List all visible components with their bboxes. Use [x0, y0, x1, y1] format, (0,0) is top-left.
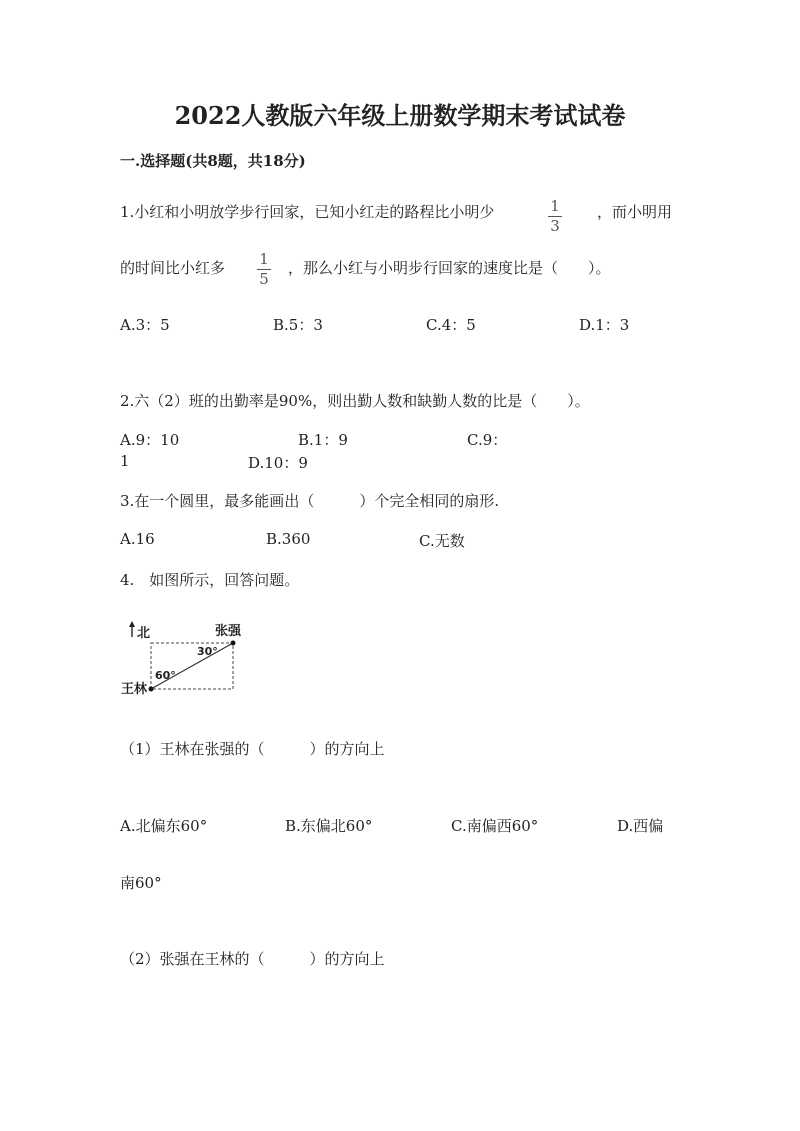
q3-option-b[interactable]: B.360 [266, 530, 311, 548]
q3-option-c[interactable]: C.无数 [419, 532, 465, 550]
q4-sub1-option-d[interactable]: D.西偏 [617, 817, 664, 835]
q2-option-c-continued: 1 [120, 452, 130, 470]
q1-line2-text: 的时间比小红多 [120, 259, 226, 277]
q4-sub1-option-d-continued: 南60° [120, 874, 162, 892]
q2-option-b[interactable]: B.1：9 [298, 431, 348, 449]
connecting-line [151, 643, 233, 689]
q2-option-a[interactable]: A.9：10 [120, 431, 180, 449]
q4-sub2-text: （2）张强在王林的（ ）的方向上 [120, 950, 385, 968]
north-label: 北 [137, 626, 151, 641]
q1-frac2-numerator: 1 [259, 250, 269, 268]
q2-option-c[interactable]: C.9： [467, 431, 508, 449]
zhangqiang-point [231, 641, 236, 646]
angle-30-label: 30° [197, 645, 218, 658]
q4-sub1-option-a[interactable]: A.北偏东60° [120, 817, 208, 835]
wanglin-point [149, 687, 154, 692]
q1-option-d[interactable]: D.1：3 [579, 316, 630, 334]
q1-frac2-denominator: 5 [259, 270, 269, 288]
angle-60-label: 60° [155, 669, 176, 682]
q1-option-b[interactable]: B.5：3 [273, 316, 323, 334]
q1-line2-tail: ，那么小红与小明步行回家的速度比是（ ）。 [288, 259, 611, 277]
q1-fraction-one-third [548, 198, 562, 235]
section-heading: 一.选择题(共8题，共18分) [120, 152, 306, 170]
q1-frac1-numerator: 1 [550, 197, 560, 215]
q4-sub1-option-c[interactable]: C.南偏西60° [451, 817, 539, 835]
q1-line1-tail: ，而小明用 [597, 203, 673, 221]
north-arrow-icon [129, 621, 135, 637]
q1-frac1-denominator: 3 [550, 217, 560, 235]
page-title: 2022人教版六年级上册数学期末考试试卷 [174, 101, 626, 130]
q1-fraction-one-fifth [257, 251, 271, 288]
q4-text: 4. 如图所示，回答问题。 [120, 571, 300, 589]
q1-option-c[interactable]: C.4：5 [426, 316, 476, 334]
q3-option-a[interactable]: A.16 [120, 530, 155, 548]
q1-option-a[interactable]: A.3：5 [120, 316, 170, 334]
zhangqiang-label: 张强 [215, 624, 242, 639]
direction-figure [115, 615, 255, 700]
q2-text: 2.六（2）班的出勤率是90%，则出勤人数和缺勤人数的比是（ ）。 [120, 392, 590, 410]
wanglin-label: 王林 [121, 682, 148, 697]
q3-text: 3.在一个圆里，最多能画出（ ）个完全相同的扇形. [120, 492, 500, 510]
q1-line1-text: 1.小红和小明放学步行回家，已知小红走的路程比小明少 [120, 203, 495, 221]
q4-sub1-text: （1）王林在张强的（ ）的方向上 [120, 740, 385, 758]
q4-sub1-option-b[interactable]: B.东偏北60° [285, 817, 373, 835]
q2-option-d[interactable]: D.10：9 [248, 454, 308, 472]
